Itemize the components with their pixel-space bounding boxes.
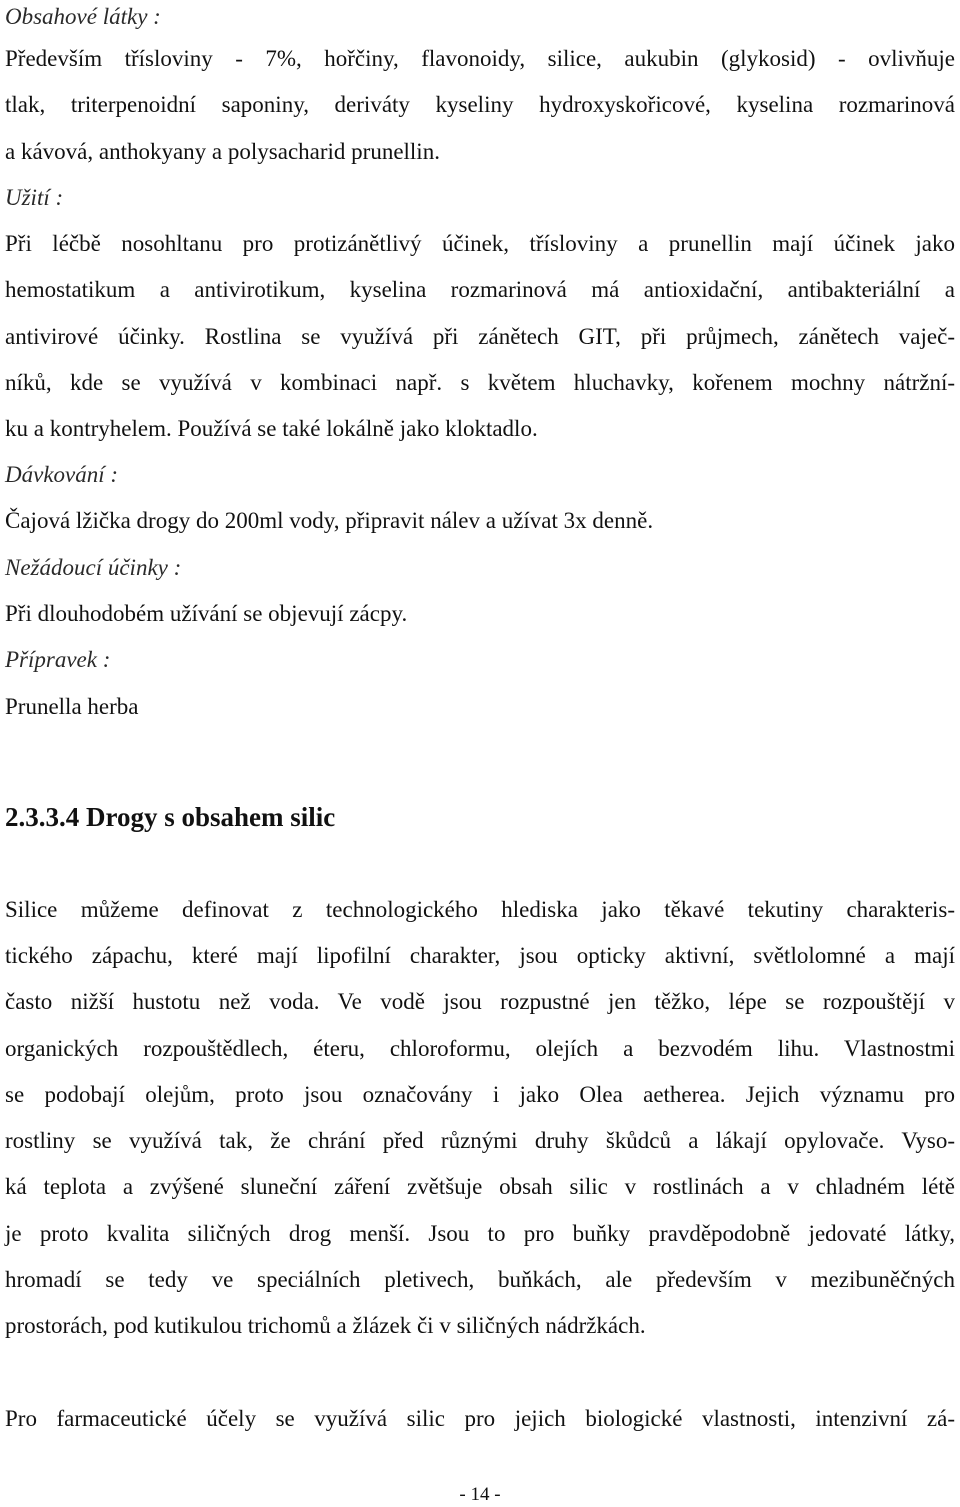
text-line: Silice můžeme definovat z technologického hlediska jako těkavé tekutiny charakteris- xyxy=(5,897,955,922)
text-line: prostorách, pod kutikulou trichomů a žlázek či v siličných nádržkách. xyxy=(5,1313,646,1338)
section-label-uziti: Užití : xyxy=(5,185,64,210)
section-label-obsahove-latky: Obsahové látky : xyxy=(5,4,161,29)
text-line: níků, kde se využívá v kombinaci např. s květem hluchavky, kořenem mochny nátržní- xyxy=(5,370,955,395)
text-line: Prunella herba xyxy=(5,694,139,719)
text-line: tlak, triterpenoidní saponiny, deriváty kyseliny hydroxyskořicové, kyselina rozmarinová xyxy=(5,92,955,117)
text-line: rostliny se využívá tak, že chrání před různými druhy škůdců a lákají opylovače. Vyso- xyxy=(5,1128,955,1153)
text-line: Pro farmaceutické účely se využívá silic pro jejich biologické vlastnosti, intenzivní zá- xyxy=(5,1406,955,1431)
text-line: Především třísloviny - 7%, hořčiny, flavonoidy, silice, aukubin (glykosid) - ovlivňuje xyxy=(5,46,955,71)
text-line: Čajová lžička drogy do 200ml vody, připravit nálev a užívat 3x denně. xyxy=(5,508,654,533)
text-line: ká teplota a zvýšené sluneční záření zvětšuje obsah silic v rostlinách a v chladném létě xyxy=(5,1174,955,1199)
text-line: se podobají olejům, proto jsou označovány i jako Olea aetherea. Jejich významu pro xyxy=(5,1082,955,1107)
text-line: Při dlouhodobém užívání se objevují zácpy. xyxy=(5,601,408,626)
text-line: hromadí se tedy ve speciálních pletivech, buňkách, ale především v mezibuněčných xyxy=(5,1267,955,1292)
text-line: Při léčbě nosohltanu pro protizánětlivý účinek, třísloviny a prunellin mají účinek jako xyxy=(5,231,955,256)
section-label-nezadouci-ucinky: Nežádoucí účinky : xyxy=(5,555,182,580)
section-heading: 2.3.3.4 Drogy s obsahem silic xyxy=(5,802,336,832)
text-line: antivirové účinky. Rostlina se využívá při zánětech GIT, při průjmech, zánětech vaječ- xyxy=(5,324,955,349)
text-line: tického zápachu, které mají lipofilní charakter, jsou opticky aktivní, světlolomné a mají xyxy=(5,943,955,968)
text-line: hemostatikum a antivirotikum, kyselina rozmarinová má antioxidační, antibakteriální a xyxy=(5,277,955,302)
text-line: a kávová, anthokyany a polysacharid prunellin. xyxy=(5,139,440,164)
text-line: je proto kvalita siličných drog menší. Jsou to pro buňky pravděpodobně jedovaté látky, xyxy=(5,1221,955,1246)
text-line: ku a kontryhelem. Používá se také lokálně jako kloktadlo. xyxy=(5,416,538,441)
page-number: - 14 - xyxy=(459,1484,501,1505)
section-label-pripravek: Přípravek : xyxy=(5,647,111,672)
text-line: organických rozpouštědlech, éteru, chloroformu, olejích a bezvodém lihu. Vlastnostmi xyxy=(5,1036,955,1061)
text-line: často nižší hustotu než voda. Ve vodě jsou rozpustné jen těžko, lépe se rozpouštějí v xyxy=(5,989,955,1014)
section-label-davkovani: Dávkování : xyxy=(5,462,119,487)
